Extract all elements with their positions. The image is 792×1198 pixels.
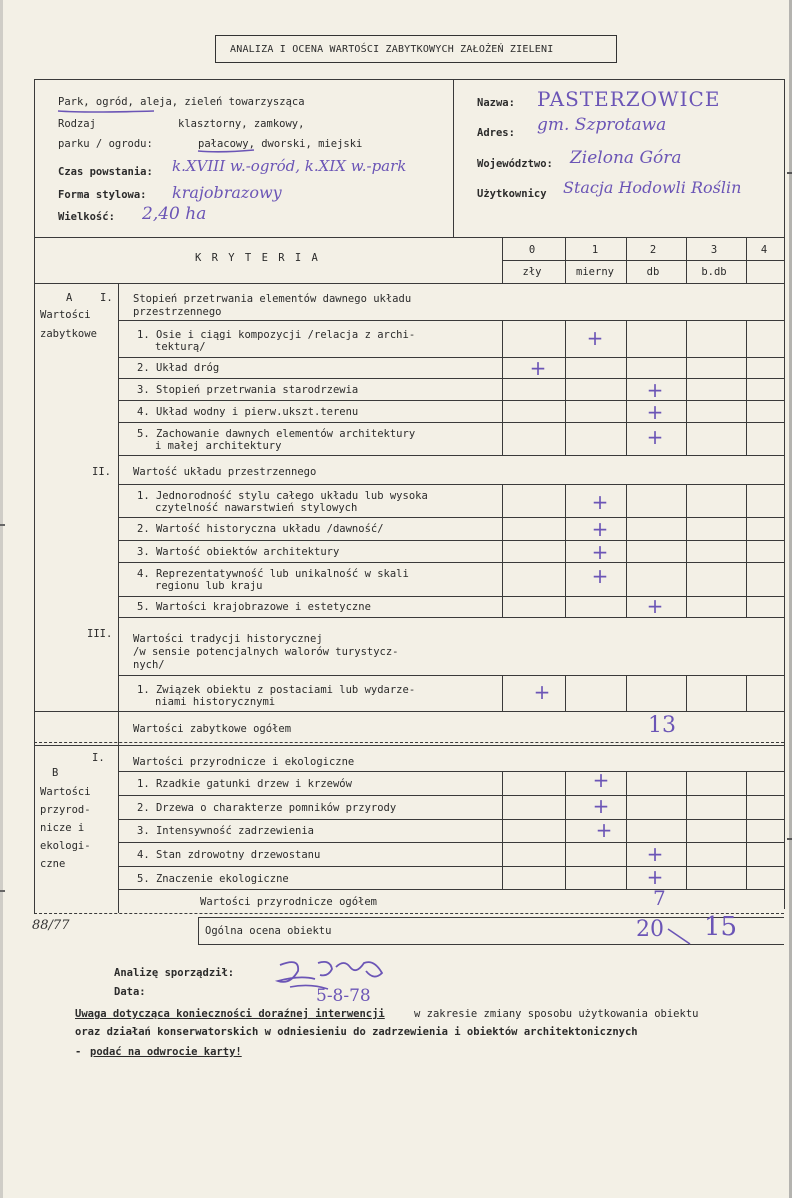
- row-line: [118, 889, 784, 890]
- group-3-title-line1: Wartości tradycji historycznej: [133, 633, 323, 645]
- group-3-title-line2: /w sensie potencjalnych walorów turystycz-: [133, 646, 399, 658]
- mark-a1-2: +: [529, 356, 547, 380]
- nazwa-label: Nazwa:: [477, 97, 515, 109]
- a2-col-0: [502, 484, 503, 617]
- criterion-a2-1: 1. Jednorodność stylu całego układu lub wysoka: [137, 490, 428, 502]
- section-b-roman: I.: [92, 752, 105, 764]
- group-1-title-line2: przestrzennego: [133, 306, 222, 318]
- row-line: [118, 795, 784, 796]
- criterion-b-4: 4. Stan zdrowotny drzewostanu: [137, 849, 321, 861]
- punch-mark: [0, 890, 5, 892]
- kryteria-heading: K R Y T E R I A: [195, 252, 320, 264]
- rodzaj-options-2: pałacowy, dworski, miejski: [198, 138, 363, 150]
- wojewodztwo-label: Województwo:: [477, 158, 553, 170]
- frame-top: [34, 79, 784, 80]
- category-line: Park, ogród, aleja, zieleń towarzysząca: [58, 96, 305, 108]
- criterion-a1-2: 2. Układ dróg: [137, 362, 220, 374]
- overall-slash: [664, 925, 694, 947]
- section-a-roman-1: I.: [100, 292, 113, 304]
- row-line: [118, 540, 784, 541]
- mark-a2-2: +: [591, 517, 609, 541]
- col-2-num: 2: [649, 244, 657, 256]
- col-0-label: zły: [522, 266, 542, 278]
- section-b-total-value: 7: [653, 886, 666, 910]
- forma-label: Forma stylowa:: [58, 189, 147, 201]
- mark-a1-1: +: [586, 326, 604, 350]
- wielkosc-value: 2,40 ha: [142, 204, 207, 224]
- mark-b-5: +: [646, 865, 664, 889]
- parku-label: parku / ogrodu:: [58, 138, 153, 150]
- criterion-b-1: 1. Rzadkie gatunki drzew i krzewów: [137, 778, 352, 790]
- a3-col-2: [626, 675, 627, 711]
- header-divider: [453, 79, 454, 237]
- b-col-4: [746, 771, 747, 889]
- col-1-num: 1: [591, 244, 599, 256]
- a2-col-2: [626, 484, 627, 617]
- section-a-total-value: 13: [648, 713, 676, 738]
- adres-label: Adres:: [477, 127, 515, 139]
- section-a-roman-2: II.: [92, 466, 111, 478]
- criterion-a1-4: 4. Układ wodny i pierw.ukszt.terenu: [137, 406, 359, 418]
- a1-col-4: [746, 320, 747, 455]
- a2-col-1: [565, 484, 566, 617]
- group-1-title-line1: Stopień przetrwania elementów dawnego układu: [133, 293, 412, 305]
- col-1-label: mierny: [576, 266, 614, 278]
- a1-col-3: [686, 320, 687, 455]
- a1-col-2: [626, 320, 627, 455]
- overall-bottom: [198, 944, 784, 945]
- prepared-label: Analizę sporządził:: [114, 967, 235, 979]
- mark-b-2: +: [592, 794, 610, 818]
- col-3-label: b.db: [701, 266, 727, 278]
- row-line: [118, 866, 784, 867]
- section-a-letter: A: [66, 292, 73, 304]
- criterion-b-2: 2. Drzewa o charakterze pomników przyrody: [137, 802, 397, 814]
- mark-a1-3: +: [646, 378, 664, 402]
- rodzaj-label: Rodzaj: [58, 118, 96, 130]
- criterion-a2-5: 5. Wartości krajobrazowe i estetyczne: [137, 601, 371, 613]
- criterion-a1-5: 5. Zachowanie dawnych elementów architektury: [137, 428, 416, 440]
- col-line-0: [502, 237, 503, 283]
- row-line: [118, 455, 784, 456]
- col-3-num: 3: [710, 244, 718, 256]
- mark-a1-4: +: [646, 400, 664, 424]
- criterion-a3-1-cont: niami historycznymi: [155, 696, 276, 708]
- b-col-1: [565, 771, 566, 889]
- criterion-a2-2: 2. Wartość historyczna układu /dawność/: [137, 523, 384, 535]
- criterion-a2-3: 3. Wartość obiektów architektury: [137, 546, 340, 558]
- group-3-bottom: [118, 675, 784, 676]
- category-underline: [56, 108, 156, 114]
- row-line: [118, 400, 784, 401]
- a3-col-1: [565, 675, 566, 711]
- mark-b-1: +: [592, 768, 610, 792]
- mark-a3-1: +: [533, 680, 551, 704]
- frame-left: [34, 79, 35, 914]
- margin-note: 88/77: [32, 918, 70, 933]
- overall-left: [198, 917, 199, 944]
- grid-header-bottom: [34, 283, 784, 284]
- col-4-num: 4: [760, 244, 768, 256]
- section-a-total-label: Wartości zabytkowe ogółem: [133, 723, 292, 735]
- section-a-roman-3: III.: [87, 628, 113, 640]
- group-1-bottom: [118, 320, 784, 321]
- criterion-a1-1: 1. Osie i ciągi kompozycji /relacja z archi-: [137, 329, 416, 341]
- mark-b-4: +: [646, 842, 664, 866]
- czas-value: k.XVIII w.-ogród, k.XIX w.-park: [172, 157, 407, 175]
- punch-mark: [787, 838, 792, 840]
- col-2-label: db: [646, 266, 660, 278]
- uzytkownicy-value: Stacja Hodowli Roślin: [563, 178, 742, 197]
- criterion-a2-1-cont: czytelność nawarstwień stylowych: [155, 502, 358, 514]
- criterion-b-5: 5. Znaczenie ekologiczne: [137, 873, 289, 885]
- date-label: Data:: [114, 986, 146, 998]
- wielkosc-label: Wielkość:: [58, 211, 115, 223]
- section-b-title-1: Wartości: [40, 786, 91, 798]
- row-line: [118, 596, 784, 597]
- page-title: ANALIZA I OCENA WARTOŚCI ZABYTKOWYCH ZAŁOŻEŃ ZIELENI: [230, 44, 554, 55]
- a2-col-4: [746, 484, 747, 617]
- row-line: [118, 378, 784, 379]
- note-line-1a: Uwaga dotycząca konieczności doraźnej interwencji: [75, 1008, 385, 1020]
- criterion-a3-1: 1. Związek obiektu z postaciami lub wydarze-: [137, 684, 416, 696]
- mark-a2-3: +: [591, 540, 609, 564]
- grid-top: [34, 237, 784, 238]
- a3-col-3: [686, 675, 687, 711]
- a1-col-0: [502, 320, 503, 455]
- punch-mark: [787, 172, 792, 174]
- group-3-title-line3: nych/: [133, 659, 165, 671]
- frame-right: [784, 79, 785, 909]
- group-b-title: Wartości przyrodnicze i ekologiczne: [133, 756, 355, 768]
- row-line: [118, 819, 784, 820]
- mark-b-3: +: [595, 818, 613, 842]
- palacowy-underline: [196, 148, 256, 154]
- criterion-b-3: 3. Intensywność zadrzewienia: [137, 825, 315, 837]
- b-col-2: [626, 771, 627, 889]
- overall-divider-dashed: [34, 913, 784, 914]
- mark-a2-4: +: [591, 564, 609, 588]
- criterion-a2-4-cont: regionu lub kraju: [155, 580, 263, 592]
- uzytkownicy-label: Użytkownicy: [477, 188, 547, 200]
- section-a-title-2: zabytkowe: [40, 328, 97, 340]
- wojewodztwo-value: Zielona Góra: [570, 148, 682, 168]
- nazwa-value: PASTERZOWICE: [537, 87, 721, 111]
- adres-value: gm. Szprotawa: [537, 115, 667, 135]
- section-b-title-2: przyrod-: [40, 804, 91, 816]
- criterion-a2-4: 4. Reprezentatywność lub unikalność w skali: [137, 568, 409, 580]
- col-line-3: [686, 237, 687, 283]
- punch-mark: [0, 524, 5, 526]
- criterion-a1-3: 3. Stopień przetrwania starodrzewia: [137, 384, 359, 396]
- group-b-bottom: [118, 771, 784, 772]
- mark-a1-5: +: [646, 425, 664, 449]
- note-line-2: oraz działań konserwatorskich w odniesieniu do zadrzewienia i obiektów architektonicznych: [75, 1026, 638, 1038]
- row-line: [118, 357, 784, 358]
- mark-a2-5: +: [646, 594, 664, 618]
- overall-label: Ogólna ocena obiektu: [205, 925, 332, 937]
- col-line-4: [746, 237, 747, 283]
- note-line-3b: podać na odwrocie karty!: [90, 1046, 242, 1058]
- czas-label: Czas powstania:: [58, 166, 153, 178]
- a3-col-0: [502, 675, 503, 711]
- col-line-2: [626, 237, 627, 283]
- section-b-title-5: czne: [40, 858, 66, 870]
- section-divider: [34, 745, 784, 746]
- rodzaj-options-1: klasztorny, zamkowy,: [178, 118, 305, 130]
- row-line: [118, 617, 784, 618]
- note-line-3a: -: [75, 1046, 82, 1058]
- date-value: 5-8-78: [316, 986, 371, 1006]
- section-a-title-1: Wartości: [40, 309, 91, 321]
- a1-col-1: [565, 320, 566, 455]
- mark-a2-1: +: [591, 490, 609, 514]
- grid-header-mid: [502, 260, 784, 261]
- forma-value: krajobrazowy: [172, 183, 282, 202]
- col-line-1: [565, 237, 566, 283]
- section-b-total-label: Wartości przyrodnicze ogółem: [200, 896, 378, 908]
- page-edge-left: [0, 0, 3, 1198]
- section-b-title-3: nicze i: [40, 822, 85, 834]
- section-b-title-4: ekologi-: [40, 840, 91, 852]
- section-divider-dashed: [34, 742, 784, 743]
- b-col-0: [502, 771, 503, 889]
- row-line: [118, 562, 784, 563]
- note-line-1b: w zakresie zmiany sposobu użytkowania obiektu: [414, 1008, 699, 1020]
- group-2-bottom: [118, 484, 784, 485]
- row-line: [118, 517, 784, 518]
- overall-value-1: 20: [636, 917, 664, 942]
- section-a-rows-end: [34, 711, 784, 712]
- a2-col-3: [686, 484, 687, 617]
- group-2-title: Wartość układu przestrzennego: [133, 466, 317, 478]
- overall-value-2: 15: [704, 912, 738, 942]
- col-0-num: 0: [528, 244, 536, 256]
- overall-top: [198, 917, 784, 918]
- title-box: [215, 35, 617, 63]
- b-col-3: [686, 771, 687, 889]
- a3-col-4: [746, 675, 747, 711]
- criterion-a1-5-cont: i małej architektury: [155, 440, 282, 452]
- row-line: [118, 422, 784, 423]
- criterion-a1-1-cont: tekturą/: [155, 341, 206, 353]
- section-b-letter: B: [52, 767, 59, 779]
- row-line: [118, 842, 784, 843]
